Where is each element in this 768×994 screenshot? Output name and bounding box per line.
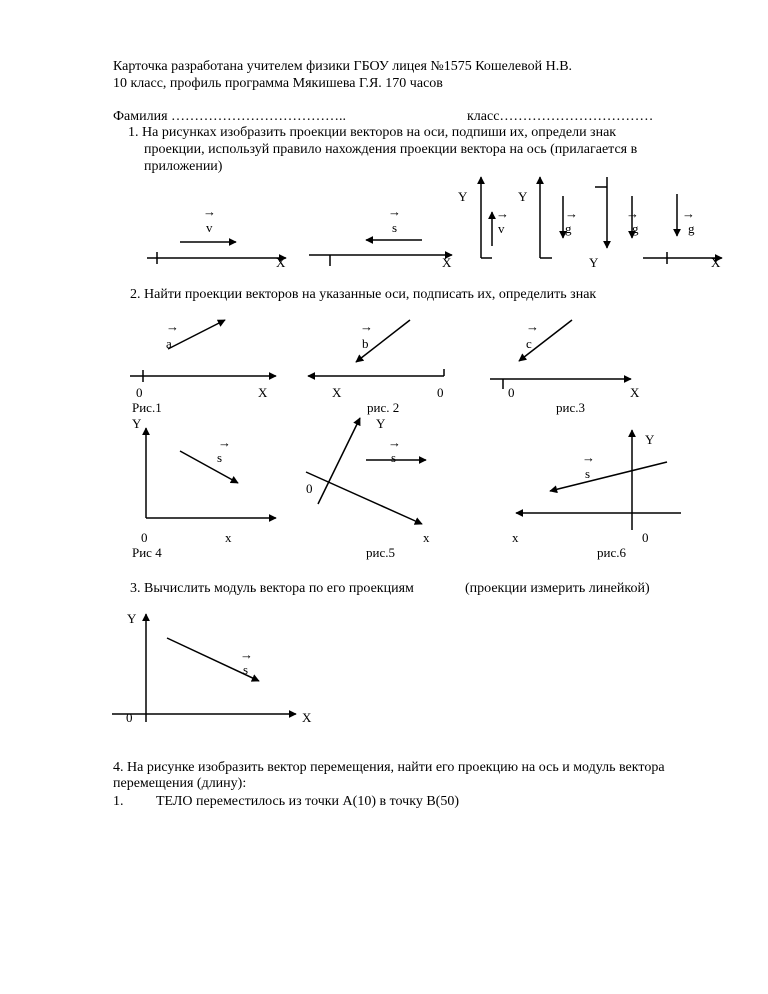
origin-label: 0 <box>437 385 444 400</box>
origin-label: 0 <box>141 530 148 545</box>
axis-label-x: x <box>512 530 519 545</box>
figure-caption: Рис 4 <box>132 545 162 560</box>
task1-line-3: приложении) <box>144 159 223 174</box>
vector-s <box>180 451 238 483</box>
fig-6 <box>512 430 681 560</box>
task3-text: 3. Вычислить модуль вектора по его проекциям <box>130 581 414 596</box>
origin-label: 0 <box>642 530 649 545</box>
figure-caption: рис.6 <box>597 545 626 560</box>
axis-label-x: X <box>332 385 342 400</box>
vector-label-g: g <box>632 221 639 236</box>
vector-label-s: s <box>585 466 591 481</box>
task1-line-1: 1. На рисунках изобразить проекции векторов на оси, подпиши их, определи знак <box>128 125 617 140</box>
task1-fig-g-on-y <box>518 177 578 258</box>
vector-label-s: s <box>217 450 223 465</box>
y-axis <box>318 418 360 504</box>
task4-line-2: перемещения (длину): <box>113 776 247 791</box>
axis-label-x: X <box>442 255 452 270</box>
vector-arrow-sign: → <box>496 206 509 221</box>
fig-1 <box>130 319 276 415</box>
task1-fig-g-on-x <box>643 194 722 270</box>
axis-label-x: x <box>423 530 430 545</box>
vector-label-s: s <box>391 450 397 465</box>
figure-caption: рис. 2 <box>367 400 400 415</box>
task4-item-number: 1. <box>113 794 124 809</box>
task1-line-2: проекции, используй правило нахождения проекции вектора на ось (прилагается в <box>144 142 638 157</box>
vector-arrow-sign: → <box>526 319 539 334</box>
x-axis <box>306 472 422 524</box>
vector-arrow-sign: → <box>388 435 401 450</box>
task3-fig <box>112 611 312 725</box>
origin-label: 0 <box>126 710 133 725</box>
axis-label-x: X <box>711 255 721 270</box>
task1-fig-s-on-x <box>309 204 452 270</box>
axis-label-x: X <box>630 385 640 400</box>
vector-label-a: a <box>166 336 172 351</box>
fig-2 <box>308 319 444 415</box>
class-field: класс…………………………… <box>467 109 654 124</box>
header-line-1: Карточка разработана учителем физики ГБОУ лицея №1575 Кошелевой Н.В. <box>113 59 573 74</box>
vector-arrow-sign: → <box>203 204 216 219</box>
vector-label-b: b <box>362 336 369 351</box>
figure-caption: рис.5 <box>366 545 395 560</box>
task4-item-text: ТЕЛО переместилось из точки А(10) в точку В(50) <box>156 794 459 809</box>
vector-label-v: v <box>206 220 213 235</box>
axis-label-y: Y <box>645 432 655 447</box>
vector-label-s: s <box>243 662 249 677</box>
vector-arrow-sign: → <box>582 450 595 465</box>
axis-label-x: X <box>302 710 312 725</box>
vector-label-c: c <box>526 336 532 351</box>
figure-caption: Рис.1 <box>132 400 162 415</box>
axis-label-y: Y <box>376 416 386 431</box>
vector-label-g: g <box>565 221 572 236</box>
task1-fig-v-on-x <box>147 204 286 270</box>
origin-label: 0 <box>306 481 313 496</box>
vector-arrow-sign: → <box>682 206 695 221</box>
task2-text: 2. Найти проекции векторов на указанные оси, подписать их, определить знак <box>130 287 597 302</box>
axis-label-y: Y <box>132 416 142 431</box>
origin-label: 0 <box>508 385 515 400</box>
task4-line-1: 4. На рисунке изобразить вектор перемещения, найти его проекцию на ось и модуль вектора <box>113 760 665 775</box>
task3-note: (проекции измерить линейкой) <box>465 581 650 596</box>
vector-arrow-sign: → <box>240 647 253 662</box>
vector-arrow-sign: → <box>388 204 401 219</box>
axis-label-y: Y <box>127 611 137 626</box>
figure-caption: рис.3 <box>556 400 585 415</box>
axis-label-x: X <box>276 255 286 270</box>
vector-arrow-sign: → <box>565 206 578 221</box>
fig-5 <box>306 416 430 560</box>
vector-arrow-sign: → <box>166 319 179 334</box>
fig-4 <box>132 416 276 560</box>
vector-arrow-sign: → <box>360 319 373 334</box>
axis-label-x: x <box>225 530 232 545</box>
header-line-2: 10 класс, профиль программа Мякишева Г.Я. 170 часов <box>113 76 443 91</box>
task1-fig-g-on-y-down <box>589 177 639 270</box>
axis-label-y: Y <box>518 189 528 204</box>
axis-label-y: Y <box>589 255 599 270</box>
vector-label-g: g <box>688 221 695 236</box>
task1-fig-v-on-y <box>458 177 509 258</box>
vector-s <box>550 462 667 491</box>
fig-3 <box>490 319 640 415</box>
surname-field: Фамилия ……………………………….. <box>113 109 347 124</box>
vector-label-s: s <box>392 220 398 235</box>
origin-label: 0 <box>136 385 143 400</box>
vector-arrow-sign: → <box>626 206 639 221</box>
vector-label-v: v <box>498 221 505 236</box>
axis-label-x: X <box>258 385 268 400</box>
axis-label-y: Y <box>458 189 468 204</box>
vector-arrow-sign: → <box>218 435 231 450</box>
